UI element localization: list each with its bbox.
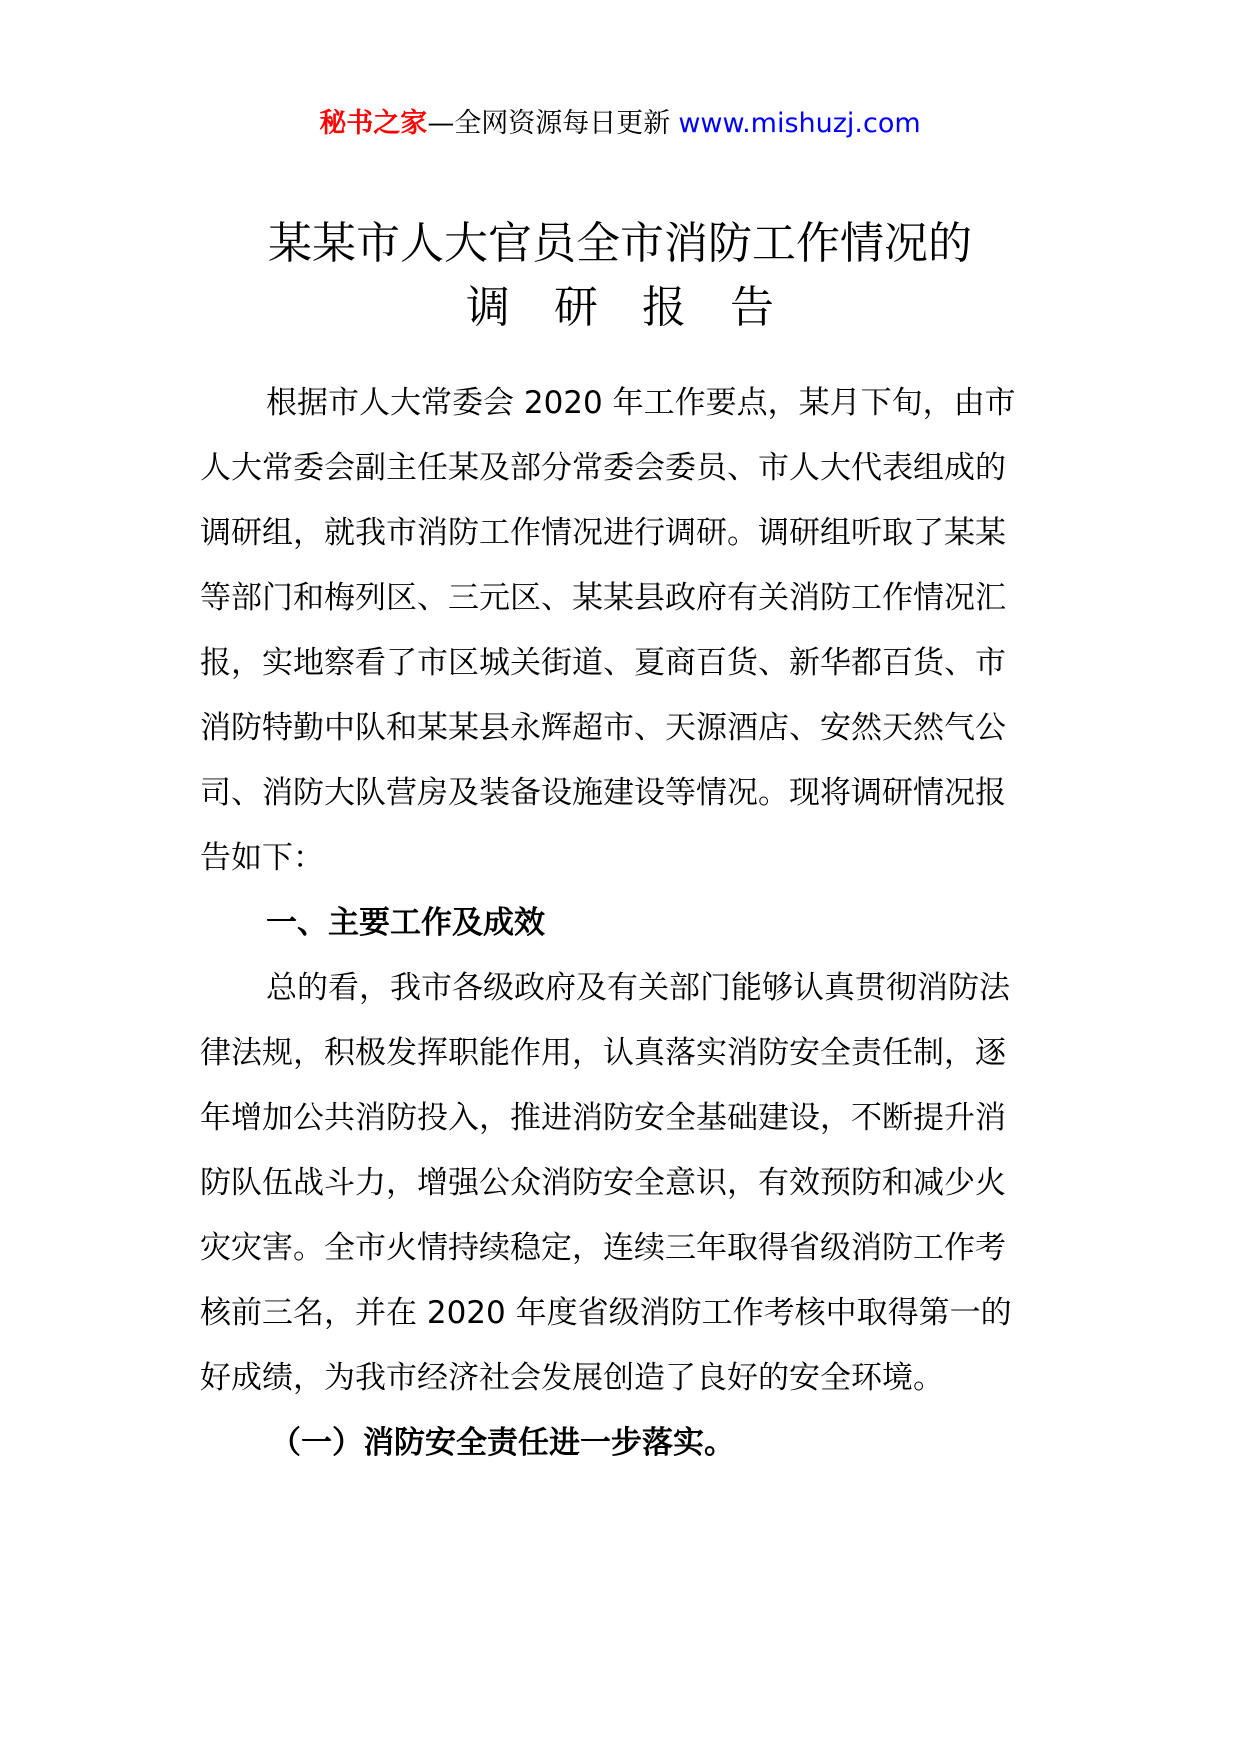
subsection-heading: （一）消防安全责任进一步落实。: [270, 1425, 735, 1461]
site-banner: [0, 104, 1240, 144]
banner-slogan: —全网资源每日更新: [427, 108, 671, 139]
paragraph-line: 年增加公共消防投入，推进消防安全基础建设，不断提升消: [200, 1100, 1006, 1136]
paragraph-line: 告如下：: [200, 840, 324, 876]
paragraph-line: 灾灾害。全市火情持续稳定，连续三年取得省级消防工作考: [200, 1230, 1006, 1266]
section-heading: 一、主要工作及成效: [266, 905, 545, 941]
document-body: [200, 371, 1070, 1476]
paragraph-line: 人大常委会副主任某及部分常委会委员、市人大代表组成的: [200, 450, 1006, 486]
document-subtitle: 调研报告: [466, 282, 818, 333]
paragraph-line: 等部门和梅列区、三元区、某某县政府有关消防工作情况汇: [200, 580, 1006, 616]
paragraph-line: 总的看，我市各级政府及有关部门能够认真贯彻消防法: [266, 970, 1010, 1006]
document-title: 某某市人大官员全市消防工作情况的: [268, 218, 972, 269]
paragraph-line: 好成绩，为我市经济社会发展创造了良好的安全环境。: [200, 1360, 944, 1396]
paragraph-line: 防队伍战斗力，增强公众消防安全意识，有效预防和减少火: [200, 1165, 1006, 1201]
paragraph-line: 消防特勤中队和某某县永辉超市、天源酒店、安然天然气公: [200, 710, 1006, 746]
paragraph-line: 核前三名，并在 2020 年度省级消防工作考核中取得第一的: [200, 1295, 1012, 1331]
paragraph-line: 报，实地察看了市区城关街道、夏商百货、新华都百货、市: [200, 645, 1006, 681]
paragraph-line: 根据市人大常委会 2020 年工作要点，某月下旬，由市: [266, 385, 1016, 421]
brand-name: 秘书之家: [319, 108, 428, 139]
site-url-link[interactable]: www.mishuzj.com: [678, 108, 921, 139]
paragraph-line: 司、消防大队营房及装备设施建设等情况。现将调研情况报: [200, 775, 1006, 811]
paragraph-line: 调研组，就我市消防工作情况进行调研。调研组听取了某某: [200, 515, 1006, 551]
paragraph-line: 律法规，积极发挥职能作用，认真落实消防安全责任制，逐: [200, 1035, 1006, 1071]
